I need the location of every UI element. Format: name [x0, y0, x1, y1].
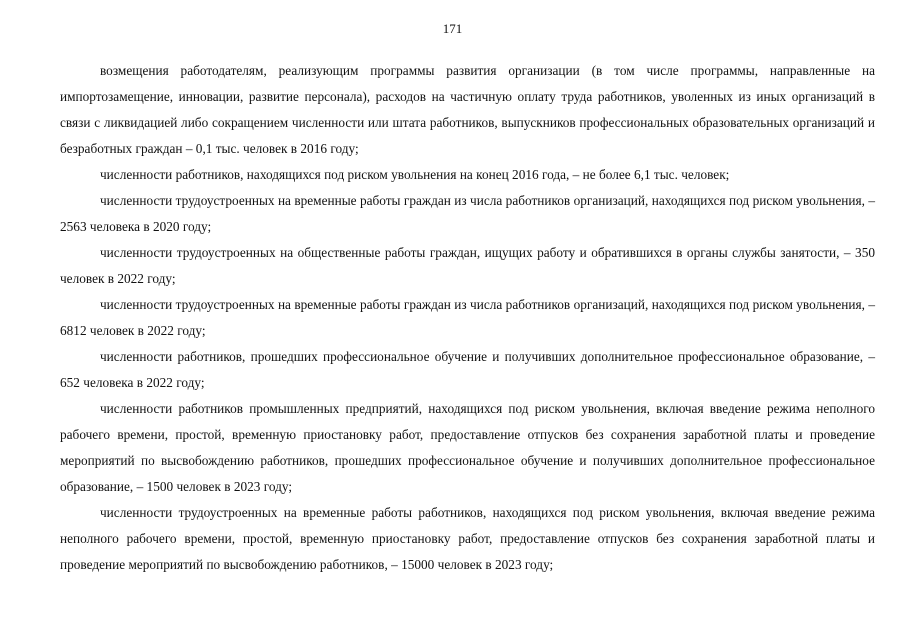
- paragraph-public-works-2022: численности трудоустроенных на общественные работы граждан, ищущих работу и обратившихся в органы службы занятости, – 350 человек в 2022 году;: [60, 245, 875, 286]
- paragraph-temporary-jobs-2020: численности трудоустроенных на временные работы граждан из числа работников организаций, находящихся под риском увольнения, – 2563 человека в 2020 году;: [60, 193, 875, 234]
- paragraph-industrial-workers-2023: численности работников промышленных предприятий, находящихся под риском увольнения, включая введение режима неполного рабочего времени, простой, временную приостановку работ, предоставление отпусков без сохранения заработной платы и проведение мероприятий по высвобождению работников, прошедших профессиональное обучение и получивших дополнительное профессиональное образование, – 1500 человек в 2023 году;: [60, 401, 875, 494]
- paragraph-training-2022: численности работников, прошедших профессиональное обучение и получивших дополнительное профессиональное образование, – 652 человека в 2022 году;: [60, 349, 875, 390]
- page-number: 171: [442, 21, 463, 36]
- document-body: [60, 58, 875, 578]
- paragraph-temporary-jobs-2022: численности трудоустроенных на временные работы граждан из числа работников организаций, находящихся под риском увольнения, – 6812 человек в 2022 году;: [60, 297, 875, 338]
- paragraph-at-risk-2016: численности работников, находящихся под риском увольнения на конец 2016 года, – не более 6,1 тыс. человек;: [100, 167, 730, 182]
- paragraph-temporary-jobs-2023: численности трудоустроенных на временные работы работников, находящихся под риском увольнения, включая введение режима неполного рабочего времени, простой, временную приостановку работ, предоставление отпусков без сохранения заработной платы и проведение мероприятий по высвобождению работников, – 15000 человек в 2023 году;: [60, 505, 875, 572]
- paragraph-continuation-reimbursement: возмещения работодателям, реализующим программы развития организации (в том числе программы, направленные на импортозамещение, инновации, развитие персонала), расходов на частичную оплату труда работников, уволенных из иных организаций в связи с ликвидацией либо сокращением численности или штата работников, выпускников профессиональных образовательных организаций и безработных граждан – 0,1 тыс. человек в 2016 году;: [60, 63, 875, 156]
